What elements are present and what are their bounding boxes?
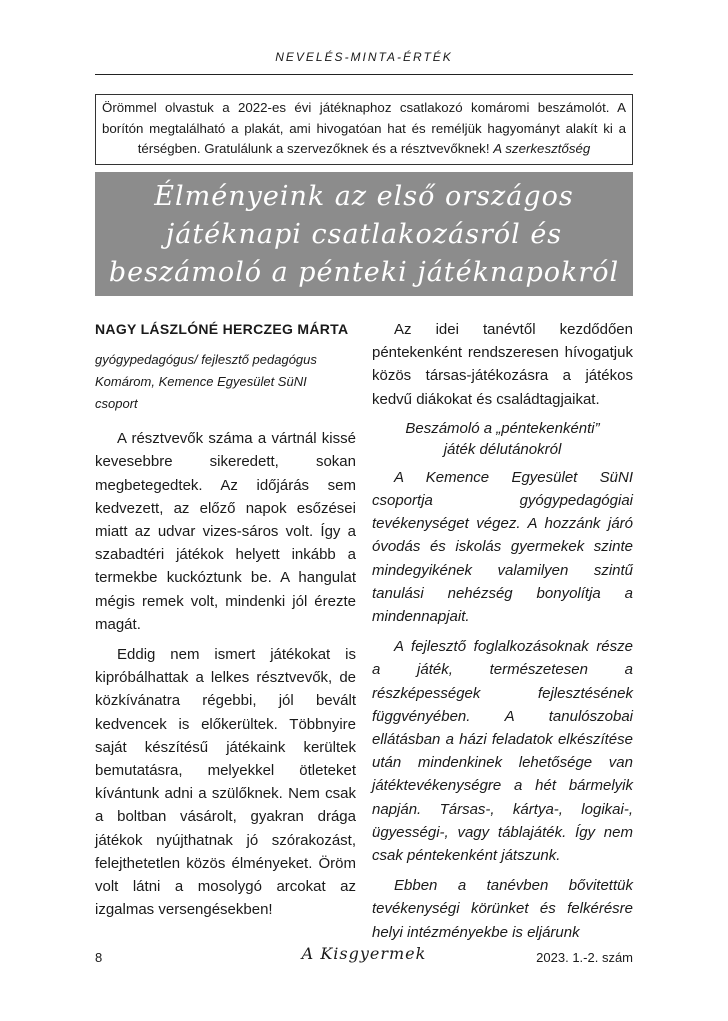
- author-place: Komárom, Kemence Egyesület SüNI: [95, 374, 307, 390]
- right-paragraph-1: Az idei tanévtől kezdődően péntekenként rendszeresen hívogatjuk közös társas-játékozásra a játékos kedvű diákokat és családtagjaikat.: [372, 321, 633, 408]
- journal-name: A Kisgyermek: [301, 944, 427, 963]
- article-title: [95, 172, 633, 296]
- header-divider: [95, 74, 633, 75]
- left-paragraph-1: A résztvevők száma a vártnál kissé kevesebbre sikeredett, sokan megbetegedtek. Az időjárás sem kedvezett, az előző napok esőzései miatt az udvar vizes-sáros volt. Így a szabadtéri játékok helyett inkább a termekbe kuckóztunk be. A hangulat mégis remek volt, mindenki jól érezte magát.: [95, 430, 356, 633]
- right-column: [372, 318, 633, 951]
- right-paragraph-2: A Kemence Egyesület SüNI csoportja gyógypedagógiai tevékenységet végez. A hozzánk járó óvodás és iskolás gyermekek szinte mindegyikének valamilyen szintű tanulási nehézség bonyolítja a mindennapjait.: [372, 468, 633, 626]
- right-paragraph-4: Ebben a tanévben bővitettük tevékenységi körünket és felkérésre helyi intézményekbe is eljárunk: [372, 877, 633, 941]
- author-info: [95, 349, 356, 415]
- right-paragraph-3: A fejlesztő foglalkozásoknak része a játék, természetesen a részképességek fejlesztésének függvényében. A tanulószobai ellátásban a házi feladatok elkészítése után mindenkinek lehetősége van játéktevékenységre a hét bármelyik napján. Társas-, kártya-, logikai-, ügyességi-, vagy táblajáték. Így nem csak péntekenként játszunk.: [372, 638, 633, 865]
- page-number: 8: [95, 950, 103, 965]
- subheading-line-1: Beszámoló a „péntekenkénti”: [405, 419, 600, 437]
- author-role: gyógypedagógus/ fejlesztő pedagógus: [95, 352, 317, 368]
- author-name: NAGY LÁSZLÓNÉ HERCZEG MÁRTA: [95, 321, 349, 337]
- subheading-line-2: játék délutánokról: [443, 440, 562, 458]
- title-line-1: Élményeink az első országos: [154, 181, 574, 212]
- issue-number: 2023. 1.-2. szám: [536, 950, 633, 965]
- left-column: [95, 318, 356, 928]
- page-footer: [95, 944, 633, 968]
- left-paragraph-2: Eddig nem ismert játékokat is kipróbálhattak a lelkes résztvevők, de közkívánatra régebbi, jól bevált kedvencek is előkerültek. Többnyire saját készítésű játékaink kerültek bemutatásra, melyekkel ötleteket kívántunk adni a szülőknek. Nem csak a boltban vásárolt, gyakran drága játékok nyújthatnak jó szórakozást, felejthetetlen közös élményeket. Öröm volt látni a mosolygó arcokat az izgalmas versengésekben!: [95, 646, 356, 919]
- subheading: [372, 418, 633, 460]
- editor-note-signature: A szerkesztőség: [493, 141, 591, 156]
- author-group: csoport: [95, 396, 138, 412]
- title-line-2: játéknapi csatlakozásról és: [165, 219, 563, 250]
- editor-note-text: Örömmel olvastuk a 2022-es évi játéknaphoz csatlakozó komáromi beszámolót. A borítón megtalálható a plakát, ami hivogatóan hat és reméljük hagyományt alakít ki a térségben. Gratulálunk a szervezőknek és a résztvevőknek!: [102, 100, 626, 156]
- editor-note-box: [95, 94, 633, 165]
- section-header: NEVELÉS-MINTA-ÉRTÉK: [275, 50, 453, 64]
- title-line-3: beszámoló a pénteki játéknapokról: [108, 257, 620, 288]
